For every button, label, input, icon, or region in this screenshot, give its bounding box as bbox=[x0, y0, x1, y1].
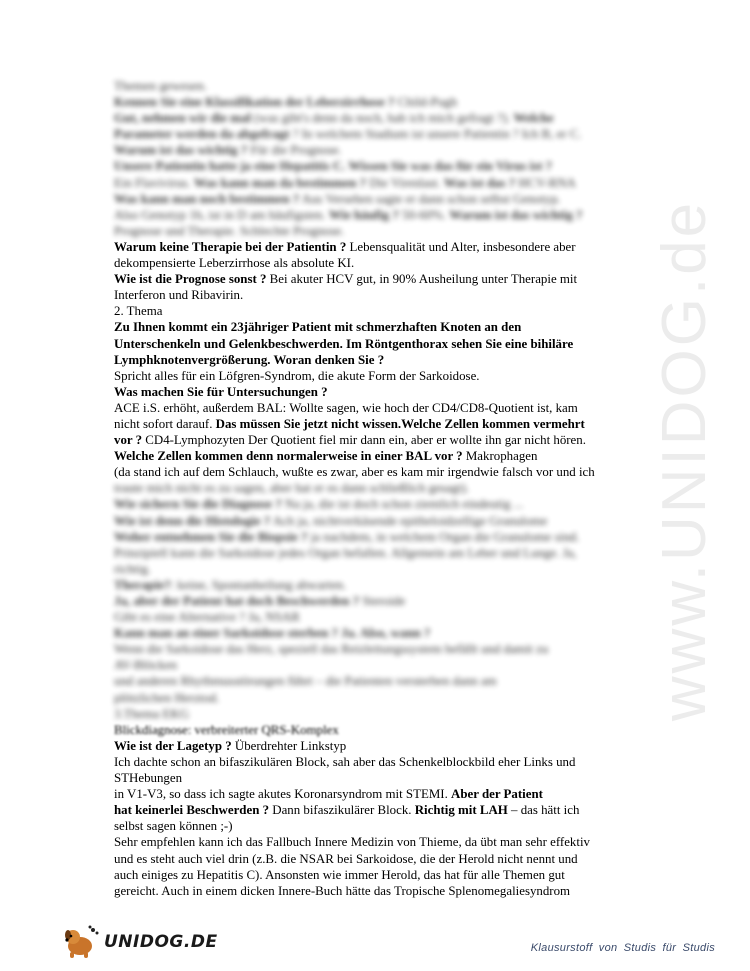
text-line bbox=[114, 625, 644, 641]
text-segment: Themen gewesen. bbox=[114, 79, 208, 93]
text-segment: STHebungen bbox=[114, 771, 183, 786]
text-segment: Child-Pugh bbox=[394, 95, 458, 110]
text-line bbox=[114, 175, 644, 191]
text-line bbox=[114, 94, 644, 110]
bold-text: Kennen Sie eine Klassifikation der Leberzirrhose ? bbox=[114, 95, 395, 110]
text-segment: Blickdiagnose: verbreiterter QRS-Komplex bbox=[114, 722, 339, 737]
text-segment: und es steht auch viel drin (z.B. die NSAR bei Sarkoidose, die der Herold nicht nennt und bbox=[114, 851, 578, 866]
bold-text: Wie ist die Prognose sonst ? bbox=[114, 272, 267, 287]
text-line bbox=[114, 303, 644, 319]
text-line bbox=[114, 368, 644, 384]
text-segment: Also Genotyp 1b, ist in D am häufigsten. bbox=[114, 207, 329, 222]
text-line bbox=[114, 690, 644, 706]
text-segment: Ach ja, nichtverkäsende epitheloidzellige Granulome bbox=[270, 513, 548, 528]
bold-text: Warum ist das wichtig ? bbox=[449, 207, 583, 222]
text-line bbox=[114, 513, 644, 529]
bold-text: Lymphknotenvergrößerung. Woran denken Sie ? bbox=[114, 352, 385, 367]
text-segment: Für die Prognose. bbox=[247, 143, 342, 158]
bold-text: Ja, aber der Patient hat doch Beschwerden ? bbox=[114, 594, 360, 608]
bold-text: Therapie? bbox=[114, 577, 171, 592]
bold-text: hat keinerlei Beschwerden ? bbox=[114, 803, 270, 818]
text-line bbox=[114, 609, 644, 625]
text-line bbox=[114, 834, 644, 850]
text-segment: Die Virenlast. bbox=[366, 175, 444, 190]
text-segment: Dann bifaszikulärer Block. bbox=[269, 803, 415, 818]
bold-text: Was machen Sie für Untersuchungen ? bbox=[114, 384, 328, 399]
text-segment: richtig. bbox=[114, 561, 151, 576]
logo-text: UNIDOG.DE bbox=[104, 932, 218, 952]
text-line bbox=[114, 432, 644, 448]
text-line bbox=[114, 223, 644, 239]
text-segment: Makrophagen bbox=[462, 449, 538, 464]
bold-text: Wie ist der Lagetyp ? bbox=[114, 738, 232, 753]
footer-tagline: Klausurstoff von Studis für Studis bbox=[530, 942, 715, 954]
text-segment: Spricht alles für ein Löfgren-Syndrom, die akute Form der Sarkoidose. bbox=[114, 368, 480, 383]
text-line bbox=[114, 770, 644, 786]
text-segment: – das hätt ich bbox=[507, 803, 580, 818]
bold-text: Warum ist das wichtig ? bbox=[114, 143, 248, 158]
text-line bbox=[114, 239, 644, 255]
text-line bbox=[114, 336, 644, 352]
text-segment: plötzlichen Herztod. bbox=[114, 690, 220, 705]
text-line bbox=[114, 464, 644, 480]
bold-text: Richtig mit LAH bbox=[414, 803, 508, 818]
text-segment: Steroide bbox=[359, 594, 406, 608]
text-line bbox=[114, 851, 644, 867]
text-segment: Ein Flavivirus. bbox=[114, 175, 194, 190]
text-segment: Aus Versehen sagte er dann schon selbst Genotyp. bbox=[299, 191, 561, 206]
bold-text: Wie häufig ? bbox=[328, 207, 399, 222]
text-line bbox=[114, 271, 644, 287]
bold-text: Woher entnehmen Sie die Biopsie ? bbox=[114, 529, 308, 544]
dog-mascot-icon bbox=[62, 924, 102, 960]
text-line bbox=[114, 416, 644, 432]
text-line bbox=[114, 818, 644, 834]
text-line bbox=[114, 867, 644, 883]
text-segment: Wenn die Sarkoidose das Herz, speziell das Reizleitungssystem befällt und damit zu bbox=[114, 642, 549, 657]
text-segment: ACE i.S. erhöht, außerdem BAL: Wollte sagen, wie hoch der CD4/CD8-Quotient ist, kam bbox=[114, 400, 578, 415]
text-segment: HCV-RNA bbox=[515, 175, 576, 190]
text-line bbox=[114, 158, 644, 174]
watermark-text: www.UNIDOG.de bbox=[650, 199, 720, 721]
document-body bbox=[114, 78, 644, 899]
text-line bbox=[114, 883, 644, 899]
text-segment: nicht sofort darauf. bbox=[114, 416, 216, 431]
text-line bbox=[114, 706, 644, 722]
text-line bbox=[114, 352, 644, 368]
bold-text: Unsere Patientin hatte ja eine Hepatitis C. Wissen Sie was das für ein Virus ist ? bbox=[114, 159, 553, 174]
text-line bbox=[114, 110, 644, 126]
text-line bbox=[114, 142, 644, 158]
text-segment: Gibt es eine Alternative ? Ja, NSAR bbox=[114, 610, 300, 625]
text-line bbox=[114, 384, 644, 400]
text-segment: ? In welchem Stadium ist unsere Patientin ? Ich B, er C. bbox=[289, 127, 582, 142]
text-segment: gereicht. Auch in einem dicken Innere-Buch hätte das Tropische Splenomegaliesyndrom bbox=[114, 883, 571, 898]
text-line bbox=[114, 545, 644, 561]
text-line bbox=[114, 480, 644, 496]
text-segment: Interferon und Ribavirin. bbox=[114, 288, 244, 303]
text-segment: dekompensierte Leberzirrhose als absolute KI. bbox=[114, 256, 355, 271]
text-segment: in V1-V3, so dass ich sagte akutes Koronarsyndrom mit STEMI. bbox=[114, 787, 452, 802]
text-line bbox=[114, 529, 644, 545]
text-line bbox=[114, 191, 644, 207]
text-line bbox=[114, 207, 644, 223]
text-segment: Überdrehter Linkstyp bbox=[231, 738, 347, 753]
text-segment: Lebensqualität und Alter, insbesondere aber bbox=[346, 239, 576, 254]
bold-text: Gut, nehmen wir die mal bbox=[114, 111, 251, 126]
bold-text: Zu Ihnen kommt ein 23jähriger Patient mit schmerzhaften Knoten an den bbox=[114, 320, 522, 335]
bold-text: vor ? bbox=[114, 433, 143, 448]
bold-text: Parameter werden da abgefragt bbox=[114, 127, 290, 142]
text-segment: Prognose und Therapie. Schlechte Prognose. bbox=[114, 223, 345, 238]
bold-text: Das müssen Sie jetzt nicht wissen.Welche Zellen kommen vermehrt bbox=[215, 416, 585, 431]
text-segment: 50-60%. bbox=[398, 207, 450, 222]
text-segment: Na ja, die ist doch schon ziemlich eindeutig ... bbox=[281, 497, 524, 512]
text-segment: CD4-Lymphozyten Der Quotient fiel mir dann ein, aber er wollte ihn gar nicht hören. bbox=[142, 433, 586, 448]
text-line bbox=[114, 319, 644, 335]
text-line bbox=[114, 673, 644, 689]
text-line bbox=[114, 802, 644, 818]
text-segment: AV-Blöcken bbox=[114, 658, 178, 673]
text-segment: Prinzipiell kann die Sarkoidose jedes Organ befallen. Allgemein am Leber und Lunge. Ja, bbox=[114, 545, 577, 560]
bold-text: Kann man an einer Sarkoidose sterben ? Ja. Also, wann ? bbox=[114, 626, 431, 641]
bold-text: Wie ist denn die Histologie ? bbox=[114, 513, 271, 528]
text-line bbox=[114, 754, 644, 770]
text-line bbox=[114, 448, 644, 464]
text-segment: ja nachdem, in welchem Organ die Granulome sind. bbox=[307, 529, 580, 544]
text-line bbox=[114, 577, 644, 593]
bold-text: Welche bbox=[513, 111, 554, 126]
text-line bbox=[114, 126, 644, 142]
text-line bbox=[114, 400, 644, 416]
bold-text: Warum keine Therapie bei der Patientin ? bbox=[114, 239, 347, 254]
text-segment: (was gibt's denn da noch, hab ich mich gefragt ?). bbox=[250, 111, 514, 126]
bold-text: Was kann man da bestimmen ? bbox=[193, 175, 367, 190]
bold-text: Unterschenkeln und Gelenkbeschwerden. Im Röntgenthorax sehen Sie eine bihiläre bbox=[114, 336, 574, 351]
watermark bbox=[650, 199, 720, 721]
text-segment: selbst sagen können ;-) bbox=[114, 819, 233, 834]
text-segment: : keine, Spontanheilung abwarten. bbox=[170, 577, 347, 592]
text-segment: 3.Thema EKG bbox=[114, 706, 190, 721]
bold-text: Wie sichern Sie die Diagnose ? bbox=[114, 497, 282, 512]
text-line bbox=[114, 738, 644, 754]
text-line bbox=[114, 78, 644, 94]
text-line bbox=[114, 561, 644, 577]
bold-text: Was kann man noch bestimmen ? bbox=[114, 191, 300, 206]
text-line bbox=[114, 657, 644, 673]
text-segment: Ich dachte schon an bifaszikulären Block, sah aber das Schenkelblockbild eher Links und bbox=[114, 754, 576, 769]
text-line bbox=[114, 641, 644, 657]
text-segment: (da stand ich auf dem Schlauch, wußte es zwar, aber es kam mir irgendwie falsch vor und ich bbox=[114, 465, 595, 480]
text-line bbox=[114, 722, 644, 738]
text-line bbox=[114, 786, 644, 802]
text-line bbox=[114, 287, 644, 303]
bold-text: Was ist das ? bbox=[443, 175, 516, 190]
bold-text: Welche Zellen kommen denn normalerweise in einer BAL vor ? bbox=[114, 449, 463, 464]
text-segment: traute mich nicht es zu sagen, aber hat er es dann schließlich gesagt). bbox=[114, 481, 470, 496]
unidog-logo bbox=[62, 922, 218, 962]
bold-text: Aber der Patient bbox=[451, 787, 543, 802]
text-segment: und anderen Rhythmusstörungen führt – die Patienten versterben dann am bbox=[114, 674, 497, 689]
text-line bbox=[114, 593, 644, 609]
text-segment: auch einiges zu Hepatitis C). Ansonsten wie immer Herold, das hat für alle Themen gut bbox=[114, 867, 565, 882]
text-segment: Bei akuter HCV gut, in 90% Ausheilung unter Therapie mit bbox=[266, 272, 578, 287]
text-line bbox=[114, 496, 644, 512]
text-line bbox=[114, 255, 644, 271]
text-segment: 2. Thema bbox=[114, 304, 163, 319]
text-segment: Sehr empfehlen kann ich das Fallbuch Innere Medizin von Thieme, da übt man sehr effektiv bbox=[114, 835, 590, 850]
